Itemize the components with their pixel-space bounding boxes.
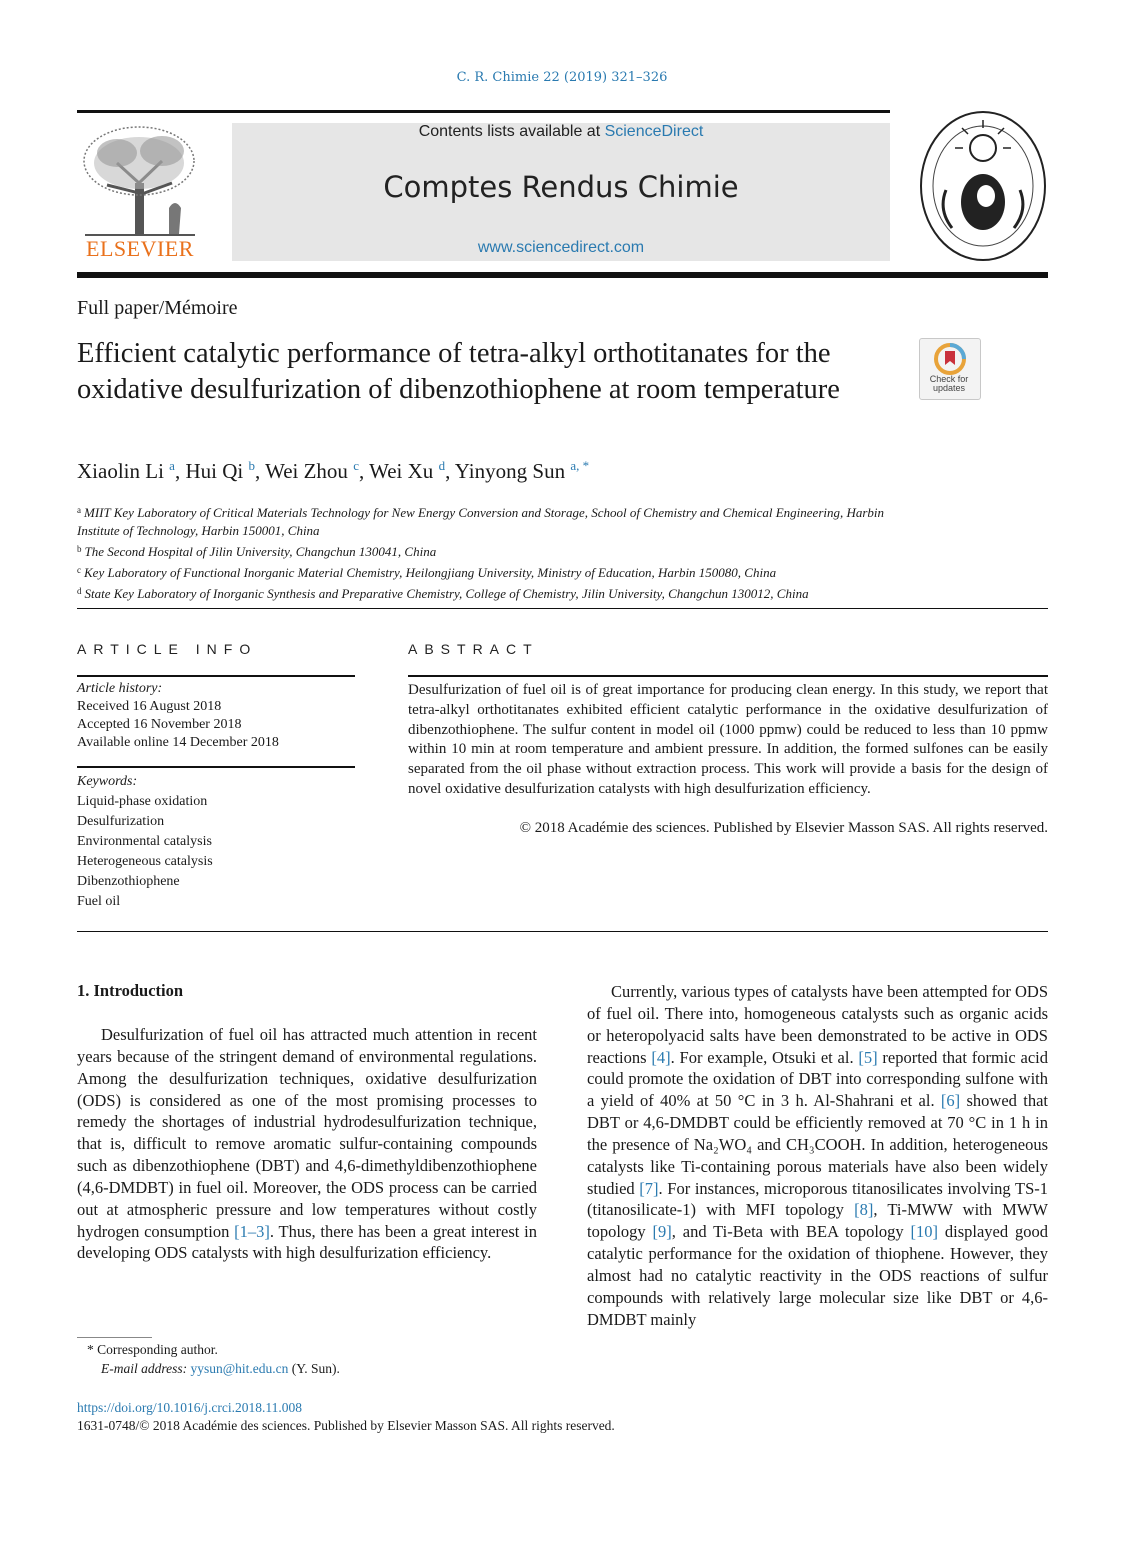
sciencedirect-link[interactable]: ScienceDirect [604, 123, 704, 140]
header-top-rule [77, 110, 890, 113]
paragraph-text: Currently, various types of catalysts have been attempted for ODS of fuel oil. There into, homogeneous catalysts such as organic acids or heteropolyacid salts have been demonstrated to be active in ODS reactions [587, 982, 1048, 1067]
footnote-rule [77, 1337, 152, 1338]
header-bottom-rule [77, 272, 1048, 278]
divider [77, 608, 1048, 609]
keyword-item: Heterogeneous catalysis [77, 854, 213, 869]
article-type: Full paper/Mémoire [77, 297, 238, 319]
affiliation-text: MIIT Key Laboratory of Critical Materials Technology for New Energy Conversion and Storage, School of Chemistry and Chemical Engineering, Harbin Institute of Technology, Harbin 150001, China [77, 505, 885, 538]
email-label: E-mail address: [101, 1361, 191, 1376]
article-title: Efficient catalytic performance of tetra-alkyl orthotitanates for the oxidative desulfurization of dibenzothiophene at room temperature [77, 338, 840, 405]
keyword-item: Liquid-phase oxidation [77, 794, 208, 809]
citation-link[interactable]: [7] [639, 1178, 659, 1198]
received-date: Received 16 August 2018 [77, 699, 222, 714]
keyword-item: Desulfurization [77, 814, 165, 829]
email-link[interactable]: yysun@hit.edu.cn [190, 1361, 289, 1376]
paragraph-text: . For instances, microporous titanosilicates involving TS-1 (titanosilicate-1) with MFI topology [587, 1178, 1048, 1220]
author-separator: , [254, 459, 266, 483]
author-name: Wei Zhou [265, 459, 348, 483]
affiliations [77, 501, 907, 603]
keywords [77, 772, 355, 912]
divider [77, 766, 355, 768]
author-name: Xiaolin Li [77, 459, 164, 483]
author-name: Yinyong Sun [454, 459, 566, 483]
corresponding-author-note: * Corresponding author. [87, 1342, 218, 1357]
keyword-item: Dibenzothiophene [77, 874, 180, 889]
author-separator: , [174, 459, 186, 483]
keyword-item: Environmental catalysis [77, 834, 212, 849]
citation-link[interactable]: [1–3] [234, 1221, 270, 1241]
contents-line [232, 123, 890, 141]
abstract-text: Desulfurization of fuel oil is of great importance for producing clean energy. In this study, we report that tetra-alkyl orthotitanates exhibited efficient catalytic performance in the oxidative desulfurization of dibenzothiophene. The sulfur content in model oil (1000 ppmw) could be reduced to less than 10 ppmw within 10 min at room temperature and ambient pressure. In addition, the formed sulfones can be easily separated from the oil phase without extraction process. This work will provide a basis for the design of novel oxidative desulfurization catalysts with high desulfurization efficiency. [408, 682, 1048, 797]
section-heading: 1. Introduction [77, 981, 184, 1000]
keyword-item: Fuel oil [77, 894, 121, 909]
accepted-date: Accepted 16 November 2018 [77, 717, 242, 732]
paragraph-text: Desulfurization of fuel oil has attracted much attention in recent years because of the stringent demand of environmental regulations. Among the desulfurization techniques, oxidative desulfurization (ODS) is considered as one of the most promising processes to remedy the shortages of industrial hydrodesulfurization technique, that is, difficult to remove aromatic sulfur-containing compounds such as dibenzothiophene (DBT) and 4,6-dimethyldibenzothiophene (4,6-DMDBT) in fuel oil. Moreover, the ODS process can be carried out at atmospheric pressure and low temperatures without costly hydrogen consumption [77, 1025, 537, 1241]
citation-link[interactable]: [10] [910, 1222, 939, 1242]
divider [408, 675, 1048, 677]
paragraph-text: , and Ti-Beta with BEA topology [671, 1222, 911, 1242]
journal-citation[interactable]: C. R. Chimie 22 (2019) 321–326 [456, 70, 668, 85]
affiliation-item [77, 582, 907, 603]
check-updates-label: Check for updates [929, 374, 969, 393]
affiliation-key: b [77, 544, 82, 554]
affiliation-item [77, 561, 907, 582]
keywords-label: Keywords: [77, 774, 138, 789]
abstract-heading: ABSTRACT [408, 641, 539, 657]
issn-copyright: 1631-0748/© 2018 Académie des sciences. Published by Elsevier Masson SAS. All rights reserved. [77, 1418, 615, 1433]
affiliation-key: c [77, 565, 81, 575]
doi-link[interactable]: https://doi.org/10.1016/j.crci.2018.11.008 [77, 1400, 302, 1415]
email-suffix: (Y. Sun). [288, 1361, 340, 1376]
author-separator: , [358, 459, 370, 483]
paragraph-text: . For example, Otsuki et al. [670, 1047, 859, 1067]
affiliation-key: a [77, 505, 81, 515]
divider [77, 675, 355, 677]
email-note [101, 1361, 340, 1377]
paragraph-text: , Ti-MWW with MWW topology [587, 1200, 1049, 1242]
author-affiliation-link[interactable]: c [353, 458, 359, 473]
online-date: Available online 14 December 2018 [77, 735, 279, 750]
elsevier-wordmark: ELSEVIER [86, 236, 194, 261]
author-affiliation-link[interactable]: a, * [570, 458, 590, 473]
intro-paragraph-2 [587, 981, 1048, 1331]
affiliation-text: The Second Hospital of Jilin University, Changchun 130041, China [84, 544, 437, 559]
check-updates-icon [920, 339, 980, 377]
affiliation-text: Key Laboratory of Functional Inorganic Material Chemistry, Heilongjiang University, Ministry of Education, Harbin 150080, China [84, 565, 777, 580]
citation-link[interactable]: [8] [854, 1200, 874, 1220]
citation-link[interactable]: [5] [858, 1047, 878, 1067]
intro-paragraph-1 [77, 1024, 537, 1264]
paragraph-text: showed that DBT or 4,6-DMDBT could be efficiently removed at 70 °C in 1 h in the presence of Na₂WO₄ and CH₃COOH. In addition, heterogeneous catalysts like Ti-containing porous materials have also been widely studied [587, 1091, 1049, 1198]
author-affiliation-link[interactable]: b [248, 458, 255, 473]
history-label: Article history: [77, 681, 163, 696]
paragraph-text: reported that formic acid could promote the oxidation of DBT into corresponding sulfone with a yield of 40% at 50 °C in 3 h. Al-Shahrani et al. [587, 1047, 1048, 1111]
abstract-copyright: © 2018 Académie des sciences. Published by Elsevier Masson SAS. All rights reserved. [519, 820, 1048, 836]
contents-prefix: Contents lists available at [418, 123, 605, 140]
author-affiliation-link[interactable]: d [438, 458, 446, 473]
journal-url-link[interactable]: www.sciencedirect.com [477, 239, 645, 256]
academie-seal-logo [918, 110, 1048, 262]
author-affiliation-link[interactable]: a [169, 458, 175, 473]
author-name: Wei Xu [369, 459, 434, 483]
author-name: Hui Qi [185, 459, 244, 483]
author-list [77, 458, 589, 484]
citation-link[interactable]: [9] [652, 1222, 672, 1242]
affiliation-item [77, 501, 907, 540]
citation-link[interactable]: [6] [940, 1091, 961, 1111]
affiliation-item [77, 540, 907, 561]
paragraph-text: . Thus, there has been a great interest in developing ODS catalysts with high desulfurization efficiency. [77, 1221, 537, 1263]
citation-link[interactable]: [4] [651, 1047, 671, 1067]
affiliation-key: d [77, 586, 82, 596]
journal-name: Comptes Rendus Chimie [383, 170, 739, 204]
divider [77, 931, 1048, 932]
article-history [77, 680, 355, 752]
article-info-heading: ARTICLE INFO [77, 641, 258, 657]
author-separator: , [445, 459, 455, 483]
affiliation-text: State Key Laboratory of Inorganic Synthesis and Preparative Chemistry, College of Chemistry, Jilin University, Changchun 130012, China [84, 586, 809, 601]
paragraph-text: displayed good catalytic performance for the oxidation of thiophene. However, they almost had no catalytic reactivity in the ODS reactions of sulfur compounds with relatively large molecular size like DBT or 4,6-DMDBT mainly [587, 1222, 1048, 1329]
